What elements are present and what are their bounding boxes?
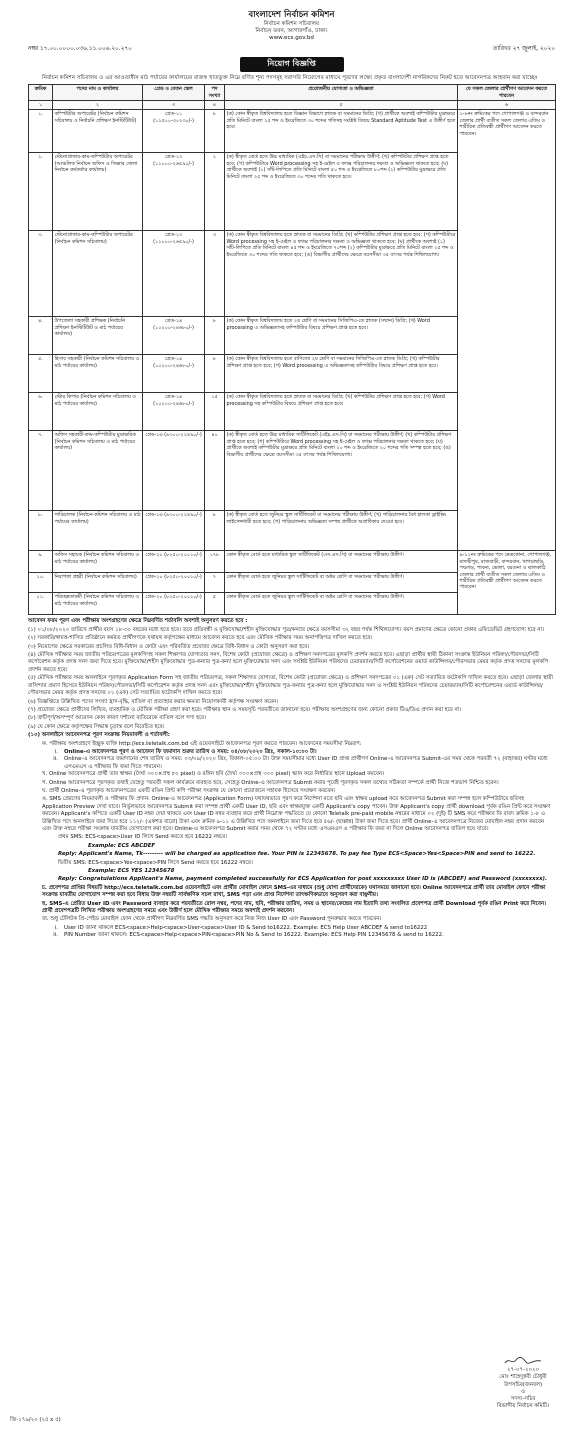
condition-item: (৫) মৌখিক পরীক্ষার সময় অনলাইনে পূরণকৃত Application Form সহ জাতীয় পরিচয়পত্র, সকল শিক্ষাগত যোগ্যতা, বিশেষ কোটা (প্রযোজ্য ক্ষেত্রে) ও প্রশিক্ষণ সনদপত্রের ০১ (এক) সেট সত্যায়িত ফটোকপি দাখিল করতে হবে। এছাড়া জেলার স্থায়ী বাসিন্দার প্রমাণ হিসেবে ইউনিয়ন পরিষদ/পৌরসভা/সিটি কর্পোরেশন কর্তৃক প্রদত্ত সনদ এবং মুক্তিযোদ্ধা/শহীদ মুক্তিযোদ্ধার পুত্র-কন্যার পুত্র-কন্যা হলে মুক্তিযোদ্ধার সনদ ও সংশ্লিষ্ট ইউনিয়ন পরিষদের চেয়ারম্যান/সিটি কর্পোরেশনের ওয়ার্ড কাউন্সিলর/পৌরসভার মেয়র কর্তৃক প্রদত্ত সনদের ০১ (এক) সেট সত্যায়িত ফটোকপি দাখিল করতে হবে।: [28, 675, 553, 697]
row-count: ৩: [205, 231, 225, 317]
row-serial: ৭.: [29, 431, 53, 511]
row-qualification: (ক) কোন স্বীকৃত বিশ্ববিদ্যালয় হতে স্নাতক বা সমমানের ডিগ্রি; (খ) কম্পিউটার প্রশিক্ষণ প্রাপ্ত হতে হবে; (গ) কম্পিউটারে Word processing সহ ই-মেইল ও ফ্যাক্স পরিচালনার দক্ষতা ও অভিজ্ঞতা থাকতে হবে; (ঘ) প্রার্থীকে অবশ্যই (১) সাঁট-লিপিতে প্রতি মিনিটে বাংলা ৪৫ শব্দ ও ইংরেজিতে ৭০শব্দ (২) কম্পিউটার মুদ্রাক্ষরে প্রতি মিনিটে বাংলা ২৫ শব্দ ও ইংরেজিতে ৩০ শব্দের গতি থাকতে হবে; (ঙ) বিভাগীয় প্রার্থীদের ক্ষেত্রে বয়সসীমা ৩৫ বৎসর পর্যন্ত শিথিলযোগ্য।: [225, 231, 458, 317]
condition-item: (৮) ত্রুটিপূর্ণ/অসম্পূর্ণ আবেদন কোন কারণ দর্শানো ব্যতিরেকে বাতিল বলে গণ্য হবে।: [28, 715, 207, 722]
row-count: ৮: [205, 511, 225, 551]
condition-item: (৯) যে কোন ক্ষেত্রে কর্তৃপক্ষের সিদ্ধান্ত চূড়ান্ত বলে বিবেচিত হবে।: [28, 723, 165, 730]
row-post: পরিচ্ছন্নতাকর্মী (নির্বাচন কমিশন সচিবালয় ও মাঠ পর্যায়ের কার্যালয়): [53, 593, 143, 615]
col-number: ১: [29, 101, 53, 110]
rule-gha: ঘ. প্রার্থী Online-এ পূরণকৃত আবেদনপত্রের একটি রঙিন প্রিন্ট কপি পরীক্ষা সংক্রান্ত যে কোনো প্রয়োজনে সহায়ক হিসেবে সংরক্ষণ করবেন।: [42, 787, 336, 794]
row-post: কম্পিউটার অপারেটর (নির্বাচন কমিশন সচিবালয় ও নির্বাচনি প্রশিক্ষণ ইনস্টিটিউট): [53, 110, 143, 153]
col-header-serial: ক্রমিক: [29, 85, 53, 101]
sms-first: প্রথম SMS: ECS<space>User ID লিখে Send করতে হবে 16222 নম্বরে।: [58, 834, 228, 841]
districts-note-1: ১-৮নং ক্রমিকের পদে গোপালগঞ্জ ও বান্দরবান জেলার প্রার্থী ব্যতীত সকল জেলার এতিম ও শারীরিক প্রতিবন্ধী প্রার্থীগণ আবেদন করতে পারবেন।: [458, 110, 556, 551]
col-number: ২: [53, 101, 143, 110]
row-grade: গ্রেড-১৪ (১০২০০-২৪৬৮০/-): [143, 355, 205, 393]
row-grade: গ্রেড-১১ (১২৫০০-৩০২৩০/-): [143, 110, 205, 153]
row-grade: গ্রেড-১৩ (১১০০০-২৬৫৯০/-): [143, 231, 205, 317]
row-qualification: (ক) স্বীকৃত বোর্ড হতে জুনিয়র স্কুল সার্টিফিকেট বা সমমানের পরীক্ষায় উত্তীর্ণ; (খ) গাড়িচালনার বৈধ হালকা ড্রাইভিং লাইসেন্সধারী হতে হবে; (গ) গাড়িচালনায় অভিজ্ঞতা সম্পন্ন প্রার্থীকে অগ্রাধিকার দেওয়া হবে।: [225, 511, 458, 551]
condition-item: (১) ০১/০৮/২০২০ তারিখে প্রার্থীর বয়স ১৮-৩০ বছরের মধ্যে হতে হবে। তবে প্রতিবন্ধী ও মুক্তিযোদ্ধা/শহীদ মুক্তিযোদ্ধার পুত্র/কন্যার ক্ষেত্রে বয়সসীমা ৩২ বছর পর্যন্ত শিথিলযোগ্য। বয়স প্রমাণের ক্ষেত্রে কোনো প্রকার এফিডেভিট গ্রহণযোগ্য হবে না।: [28, 626, 545, 633]
condition-item: (৬) বিজ্ঞপ্তিতে উল্লিখিত পদের সংখ্যা হ্রাস-বৃদ্ধি, বাতিল বা প্রত্যাহার করার ক্ষমতা নিয়োগকারী কর্তৃপক্ষ সংরক্ষণ করেন।: [28, 698, 279, 705]
row-post: গাড়িচালক (নির্বাচন কমিশন সচিবালয় ও মাঠ পর্যায়ের কার্যালয়): [53, 511, 143, 551]
recover-pin: ii. PIN Number জানা থাকলে: ECS<space>Help<space>PIN<space>PIN No & Send to 16222. Example: ECS Help PIN 12345678 & send to 16222.: [53, 932, 444, 939]
letterhead: [28, 10, 555, 42]
rule-ka: ক. পরীক্ষায় অংশগ্রহণে ইচ্ছুক ব্যক্তি http://ecs.teletalk.com.bd এই ওয়েবসাইটে আবেদনপত্র পূরণ করতে পারবেন। আবেদনের সময়সীমা নিম্নরূপ:: [42, 740, 362, 747]
signatory-role: সদস্য-সচিব: [510, 1396, 536, 1403]
table-header-row: [29, 85, 556, 101]
row-post: স্টেনোগ্রাফার-কাম-কম্পিউটার অপারেটর (আঞ্চলিক নির্বাচন অফিস ও জিল্লার জেলা নির্বাচন কর্মকর্তার কার্যালয়): [53, 153, 143, 231]
table-row: [29, 110, 556, 153]
rule-chha: ছ. SMS-এ প্রেরিত User ID এবং Password ব্যবহার করে পরবর্তীতে রোল নম্বর, পদের নাম, ছবি, পরীক্ষার তারিখ, সময় ও স্থানের/কেন্দ্রের নাম ইত্যাদি তথ্য সংবলিত প্রবেশপত্র প্রার্থী Download পূর্বক রঙিন Print করে নিবেন। প্রার্থী প্রবেশপত্রটি লিখিত পরীক্ষায় অংশগ্রহণের সময়ে এবং উত্তীর্ণ হলে মৌখিক পরীক্ষার সময়ে অবশ্যই প্রদর্শন করবেন।: [42, 900, 546, 915]
row-grade: গ্রেড-১৬ (৯৩০০-২২৪৯০/-): [143, 431, 205, 511]
row-serial: ১০.: [29, 573, 53, 593]
row-count: ৮: [205, 317, 225, 355]
row-grade: গ্রেড-১৪ (১০২০০-২৪৬৮০/-): [143, 317, 205, 355]
row-post: অফিস সহকারী-কাম-কম্পিউটার মুদ্রাক্ষরিক (নির্বাচন কমিশন সচিবালয় ও মাঠ পর্যায়ের কার্যালয়): [53, 431, 143, 511]
rule-kha: খ. Online আবেদনপত্রে প্রার্থী তার স্বাক্ষর (দৈর্ঘ্য ৩০০×প্রস্থ ৮০ pixel) ও রঙ্গিন ছবি (দৈর্ঘ্য ৩০০×প্রস্থ ৩০০ pixel) স্ক্যান করে নির্ধারিত স্থানে Upload করবেন।: [42, 771, 385, 778]
row-serial: ৩.: [29, 231, 53, 317]
row-serial: ৪.: [29, 317, 53, 355]
row-serial: ১১.: [29, 593, 53, 615]
condition-item: (২) সরকারি/স্বায়ত্ত-শাসিত প্রতিষ্ঠানে কর্মরত প্রার্থীগণকে যথাযথ কর্তৃপক্ষের মাধ্যমে আবেদন করতে হবে এবং মৌখিক পরীক্ষার সময় অনাপত্তিপত্র দাখিল করতে হবে।: [28, 635, 373, 642]
memo-date: তারিখঃ ২৭ জুলাই, ২০২০: [493, 45, 555, 52]
row-post: অফিস সহায়ক (নির্বাচন কমিশন সচিবালয় ও মাঠ পর্যায়ের কার্যালয়): [53, 551, 143, 573]
rule-ja: জ. শুধু টেলিটক প্রি-পেইড মোবাইল ফোন থেকে প্রার্থীগণ নিম্নবর্ণিত SMS পদ্ধতি অনুসরণ করে নিজ নিজ User ID এবং Password পুনরুদ্ধার করতে পারবেন।: [42, 916, 382, 923]
vacancy-table: [28, 84, 556, 615]
rule-ga: গ. Online আবেদনপত্রে পূরণকৃত তথ্যই যেহেতু পরবর্তী সকল কার্যক্রমে ব্যবহৃত হবে, সেহেতু Online-এ আবেদনপত্র Submit করার পূর্বেই পূরণকৃত সকল তথ্যের সঠিকতা সম্পর্কে প্রার্থী নিজে শতভাগ নিশ্চিত হবেন।: [42, 779, 499, 786]
condition-item: (৩) নিয়োগের ক্ষেত্রে সরকারের প্রচলিত বিধি-বিধান ও কোটা এবং পরিবর্তিত প্রযোজ্য ক্ষেত্রে বিধি-বিধান ও কোটা অনুসরণ করা হবে।: [28, 643, 310, 650]
row-serial: ৮.: [29, 511, 53, 551]
row-qualification: কোন স্বীকৃত বোর্ড হতে জুনিয়র স্কুল সার্টিফিকেট বা অষ্টম শ্রেণি বা সমমানের পরীক্ষায় উত্তীর্ণ।: [225, 573, 458, 593]
table-row: [29, 551, 556, 573]
row-qualification: (ক) স্বীকৃত বোর্ড হতে উচ্চ মাধ্যমিক (এইচ.এস.সি) বা সমমানের পরীক্ষায় উত্তীর্ণ; (খ) কম্পিউটার প্রশিক্ষণ প্রাপ্ত হতে হবে; (গ) কম্পিউটারে Word processing সহ ই-মেইল ও ফ্যাক্স পরিচালনার দক্ষতা ও অভিজ্ঞতা থাকতে হবে; (ঘ) প্রার্থীকে অবশ্যই (১) সাঁট-লিপিতে প্রতি মিনিটে বাংলা ৫০ শব্দ ও ইংরেজিতে ৮০শব্দ (২) কম্পিউটার মুদ্রাক্ষরে প্রতি মিনিটে বাংলা ২৫ শব্দ ও ইংরেজিতে ৩০ শব্দের গতি থাকতে হবে।: [225, 153, 458, 231]
row-qualification: কোন স্বীকৃত বোর্ড হতে জুনিয়র স্কুল সার্টিফিকেট বা অষ্টম শ্রেণি বা সমমানের পরীক্ষায় উত্তীর্ণ।: [225, 593, 458, 615]
col-number: ৩: [143, 101, 205, 110]
row-serial: ৯.: [29, 551, 53, 573]
sms-second-reply: Reply: Congratulations Applicant's Name, payment completed successfully for ECS Application for post xxxxxxxxx User ID is (ABCDEF) and Password (xxxxxxxx).: [58, 876, 548, 883]
row-grade: গ্রেড-১৩ (১১০০০-২৬৫৯০/-): [143, 153, 205, 231]
row-post: উপজেলা সহকারী প্রশিক্ষক (নির্বাচনি প্রশিক্ষণ ইনস্টিটিউট ও মাঠ পর্যায়ের কার্যালয়): [53, 317, 143, 355]
deadline-end: ii. Online-এ আবেদনপত্র জমাদানের শেষ তারিখ ও সময়: ০৩/০৯/২০২০ খ্রিঃ, বিকাল-০৫:০০ টা। উক্ত সময়সীমার মধ্যে User ID প্রাপ্ত প্রার্থীগণ Online-এ আবেদনপত্র Submit-এর সময় থেকে পরবর্তী ৭২ (বাহাত্তর) ঘণ্টার মধ্যে এসএমএস এ পরীক্ষার ফি জমা দিতে পারবেন।: [53, 756, 548, 770]
row-qualification: (ক) কোন স্বীকৃত বিশ্ববিদ্যালয় হতে বিজ্ঞান বিভাগে স্নাতক বা সমমানের ডিগ্রি; (খ) প্রার্থীকে অবশ্যই কম্পিউটার মুদ্রাক্ষরে প্রতি মিনিটে বাংলা ২৫ শব্দ ও ইংরেজিতে ৩০ শব্দের গতিসহ সংশ্লিষ্ট বিষয়ে Standard Aptitude Test এ উত্তীর্ণ হতে হবে।: [225, 110, 458, 153]
row-post: স্টেনোগ্রাফার-কাম-কম্পিউটার অপারেটর (নির্বাচন কমিশন সচিবালয়): [53, 231, 143, 317]
rule-cha: চ. প্রবেশপত্র প্রাপ্তির বিষয়টি http://ecs.teletalk.com.bd ওয়েবসাইটে এবং প্রার্থীর মোবাইল ফোনে SMS-এর মাধ্যমে (শুধু যোগ্য প্রার্থীদেরকে) যথাসময়ে জানানো হবে। Online আবেদনপত্রে প্রার্থী তার মোবাইল ফোনে পরীক্ষা সংক্রান্ত যাবতীয় যোগাযোগ সম্পন্ন করা হবে বিধায় উক্ত নম্বরটি সার্বক্ষণিক সচল রাখা, SMS পড়া এবং প্রাপ্ত নির্দেশনা তাৎক্ষণিকভাবে অনুসরণ করা বাঞ্ছনীয়।: [42, 884, 546, 899]
intro-paragraph: নির্বাচন কমিশন সচিবালয় ও এর আওতাধীন মাঠ পর্যায়ের কার্যালয়ের রাজস্ব খাতভুক্ত নিম্নে বর্ণিত শূন্য পদসমূহ সরাসরি নিয়োগের মাধ্যমে পূরণের লক্ষ্যে প্রকৃত বাংলাদেশী নাগরিকদের নিকট হতে আবেদনপত্র আহবান করা যাচ্ছেঃ: [42, 74, 538, 81]
row-qualification: (ক) কোন স্বীকৃত বিশ্ববিদ্যালয় হতে বাণিজ্যে ২য় শ্রেণি বা সমমানের সিজিপিএ-তে স্নাতক ডিগ্রি; (খ) কম্পিউটার প্রশিক্ষণ প্রাপ্ত হতে হবে; (গ) Word processing এ অভিজ্ঞতাসহ কম্পিউটার বিষয়ে প্রশিক্ষণ প্রাপ্ত হতে হবে।: [225, 355, 458, 393]
row-qualification: (ক) স্বীকৃত বোর্ড হতে উচ্চ মাধ্যমিক সার্টিফিকেট (এইচ.এস.সি) বা সমমানের পরীক্ষায় উত্তীর্ণ; (খ) কম্পিউটার প্রশিক্ষণ প্রাপ্ত হতে হবে; (গ) কম্পিউটারে Word processing সহ ই-মেইল ও ফ্যাক্স পরিচালনার দক্ষতা থাকতে হবে; (ঘ) প্রার্থীকে অবশ্যই কম্পিউটার মুদ্রাক্ষরে প্রতি মিনিটে বাংলা ২০ শব্দ ও ইংরেজিতে ২০ শব্দের গতি সম্পন্ন হতে হবে; (ঙ) বিভাগীয় প্রার্থীদের ক্ষেত্রে বয়সসীমা ৩৫ বৎসর পর্যন্ত শিথিলযোগ্য।: [225, 431, 458, 511]
row-serial: ২.: [29, 153, 53, 231]
reference-row: [28, 46, 555, 54]
row-count: ৭: [205, 573, 225, 593]
row-qualification: কোন স্বীকৃত বোর্ড হতে মাধ্যমিক স্কুল সার্টিফিকেট (এস.এস.সি) বা সমমানের পরীক্ষায় উত্তীর্ণ।: [225, 551, 458, 573]
condition-item: (৭) প্রযোজ্য ক্ষেত্রে প্রার্থীদের লিখিত, ব্যবহারিক ও মৌখিক পরীক্ষা গ্রহণ করা হবে। পরীক্ষার স্থান ও সময়সূচি পরবর্তীতে জানানো হবে। পরীক্ষায় অংশগ্রহণের জন্য কোনো প্রকার টিএ/ডিএ প্রদান করা হবে না।: [28, 706, 462, 713]
row-count: ৫: [205, 593, 225, 615]
row-serial: ৬.: [29, 393, 53, 431]
recover-user-id: i. User ID জানা থাকলে ECS<space>Help<space>User<space>User ID & Send to16222. Example: ECS Help User ABCDEF & send to16222: [54, 924, 428, 931]
signature-block: [497, 1356, 549, 1411]
row-count: ১৭৮: [205, 551, 225, 573]
row-count: ৮: [205, 110, 225, 153]
row-qualification: (ক) কোন স্বীকৃত বিশ্ববিদ্যালয় হতে স্নাতক বা সমমানের ডিগ্রি; (খ) কম্পিউটার প্রশিক্ষণ প্রাপ্ত হতে হবে; (গ) Word processing সহ কম্পিউটার বিষয়ে প্রশিক্ষণ প্রাপ্ত হতে হবে।: [225, 393, 458, 431]
signature-icon: [503, 1356, 543, 1366]
condition-item: (৪) মৌখিক পরীক্ষার সময় জাতীয় পরিচয়পত্রের মূলকপিসহ সকল শিক্ষাগত যোগ্যতার সনদ, বিশেষ কোটা (প্রযোজ্য ক্ষেত্রে) ও প্রশিক্ষণ সনদপত্রের মূলকপি প্রদর্শন করতে হবে। এছাড়া প্রার্থীর স্থায়ী ঠিকানা সংক্রান্ত ইউনিয়ন পরিষদ/পৌরসভা/সিটি কর্পোরেশন কর্তৃক প্রদত্ত সনদ জমা দিতে হবে। মুক্তিযোদ্ধা/শহীদ মুক্তিযোদ্ধার পুত্র-কন্যার পুত্র-কন্যা হলে মুক্তিযোদ্ধার সনদ এবং সংশ্লিষ্ট ইউনিয়ন পরিষদের চেয়ারম্যান/সিটি কর্পোরেশনের ওয়ার্ড কাউন্সিলর/পৌরসভার মেয়র কর্তৃক প্রদত্ত সনদের মূলকপি প্রদর্শন করতে হবে।: [28, 652, 549, 673]
row-grade: গ্রেড-২০ (৮২৫০-২০০১০/-): [143, 573, 205, 593]
signatory-name: মোঃ শাহেদুন্নবী চৌধুরী: [499, 1374, 547, 1381]
col-header-districts: যে সকল জেলার প্রার্থীগণ আবেদন করতে পারবেন: [458, 85, 556, 101]
row-post: স্টোর কিপার (নির্বাচন কমিশন সচিবালয় ও মাঠ পর্যায়ের কার্যালয়): [53, 393, 143, 431]
sms-second-example: Example: ECS YES 12345678: [88, 868, 175, 875]
row-post: নিরাপত্তা প্রহরী (নির্বাচন কমিশন সচিবালয়): [53, 573, 143, 593]
signatory-and: ও: [521, 1388, 525, 1395]
row-grade: গ্রেড-২০ (৮২৫০-২০০১০/-): [143, 593, 205, 615]
col-header-grade: গ্রেড ও বেতন স্কেল: [143, 85, 205, 101]
org-name: বাংলাদেশ নির্বাচন কমিশন: [248, 10, 335, 20]
column-number-row: [29, 101, 556, 110]
memo-number: নম্বর ১৭.০০.০০০০.০৩৬.১১.০০৬.২০.২৭০: [28, 45, 132, 52]
row-serial: ১.: [29, 110, 53, 153]
online-rules-heading: (১০) অনলাইনে আবেদনপত্র পূরণ সংক্রান্ত নিয়মাবলী ও শর্তাবলী:: [28, 732, 170, 739]
row-count: ১৫: [205, 393, 225, 431]
row-grade: গ্রেড-১৪ (১০২০০-২৪৬৮০/-): [143, 393, 205, 431]
col-number: ৬: [458, 101, 556, 110]
signatory-committee: বিভাগীয় নির্বাচন কমিটি।: [497, 1403, 549, 1410]
signature-date: ২৭-০৭-২০২০: [507, 1367, 539, 1373]
print-code: জি-১৭৯/২০ (২৫ x ৫): [10, 1417, 61, 1423]
sms-first-example: Example: ECS ABCDEF: [88, 842, 156, 849]
col-header-qualification: প্রয়োজনীয় যোগ্যতা ও অভিজ্ঞতা: [225, 85, 458, 101]
row-grade: গ্রেড-১৬ (৯৩০০-২২৪৯০/-): [143, 511, 205, 551]
sms-second: দ্বিতীয় SMS: ECS<space>Yes<space>PIN লিখে Send করতে হবে 16222 নম্বরে।: [58, 859, 253, 866]
row-post: হিসাব সহকারী (নির্বাচন কমিশন সচিবালয় ও মাঠ পর্যায়ের কার্যালয়): [53, 355, 143, 393]
sms-first-reply: Reply: Applicant's Name, Tk--------- will be charged as application fee. Your PIN is 12345678. To pay fee Type ECS<Space>Yes<Space>PIN and send to 16222.: [58, 851, 536, 858]
org-website[interactable]: www.ecs.gov.bd: [269, 34, 314, 41]
conditions-section: [28, 618, 555, 939]
col-number: ৪: [205, 101, 225, 110]
row-count: ৮: [205, 355, 225, 393]
districts-note-2: ৯-১১নং ক্রমিকের পদে নেত্রকোনা, গোপালগঞ্জ, মাদারীপুর, রাজবাড়ী, বান্দরবান, খাগড়াছড়ি, পঞ্চগড়, পাবনা, ভোলা, বরগুনা ও ঝালকাঠি জেলার প্রার্থী ব্যতীত সকল জেলার এতিম ও শারীরিক প্রতিবন্ধী প্রার্থীগণ আবেদন করতে পারবেন।: [458, 551, 556, 615]
row-qualification: (ক) কোন স্বীকৃত বিশ্ববিদ্যালয় হতে ২য় শ্রেণি বা সমমানের সিজিপিএ-তে স্নাতক (সম্মান) ডিগ্রি; (খ) Word processing এ অভিজ্ঞতাসহ কম্পিউটার বিষয়ে প্রশিক্ষণ প্রাপ্ত হতে হবে।: [225, 317, 458, 355]
org-sub: নির্বাচন কমিশন সচিবালয়: [263, 20, 320, 27]
row-count: ৪০: [205, 431, 225, 511]
rule-uo: ঙ. SMS প্রেরণের নিয়মাবলী ও পরীক্ষার ফি প্রদান: Online-এ আবেদনপত্র (Application Form) যথাযথভাবে পূরণ করে নির্দেশনা মতে ছবি এবং স্বাক্ষর upload করে আবেদনপত্র Submit করা সম্পন্ন হলে কম্পিউটারে ছবিসহ Application Preview দেখা যাবে। নির্ভুলভাবে আবেদনপত্র Submit করা সম্পন্ন প্রার্থী একটি User ID, ছবি এবং স্বাক্ষরযুক্ত একটি Applicant's copy পাবেন। উক্ত Applicant's copy প্রার্থী download পূর্বক রঙিন প্রিন্ট করে সংরক্ষণ করবেন। Applicant's কপিতে একটি User ID নম্বর দেয়া থাকবে এবং User ID নম্বর ব্যবহার করে প্রার্থী নিম্নোক্ত পদ্ধতিতে যে কোনো Teletalk pre-paid mobile নম্বরের মাধ্যমে ০২ (দুই) টি SMS করে পরীক্ষার ফি বাবদ ক্রমিক ১-৮ এ উল্লিখিত পদে অনলাইনে জমা দিতে হবে ১১২/- (একশত বারো) টাকা এবং ক্রমিক ৯-১১ এ উল্লিখিত পদে অনলাইনে জমা দিতে হবে ৫৬/- (ছাপ্পান্ন) টাকা জমা দিতে হবে। প্রার্থী Online-এ আবেদনপত্রে নিজের মোবাইল নম্বর প্রদান করবেন এবং উক্ত নম্বরে পরীক্ষা সংক্রান্ত যাবতীয় যোগাযোগ করা হবে। Online-এ আবেদনপত্র Submit করার সময় থেকে ৭২ ঘণ্টার মধ্যে এসএমএস এ পরীক্ষার ফি জমা না দিলে Online আবেদনপত্র বাতিল হয়ে যাবে।: [42, 796, 551, 832]
col-header-count: পদ সংখ্যা: [205, 85, 225, 101]
row-grade: গ্রেড-২০ (৮২৫০-২০০১০/-): [143, 551, 205, 573]
row-serial: ৫.: [29, 355, 53, 393]
org-address: নির্বাচন ভবন, আগারগাঁও, ঢাকা।: [255, 27, 328, 34]
row-count: ২: [205, 153, 225, 231]
deadline-start: i. Online-এ আবেদনপত্র পূরণ ও আবেদন ফি জমাদান শুরুর তারিখ ও সময়: ০৪/০৮/২০২০ খ্রিঃ, সকাল-১০:০০ টা।: [54, 748, 317, 755]
notice-title: নিয়োগ বিজ্ঞপ্তি: [240, 57, 344, 72]
col-header-post: পদের নাম ও কার্যালয়: [53, 85, 143, 101]
signatory-title: উপসচিব(জনবল): [503, 1381, 543, 1388]
conditions-lead: আবেদন ফরম পূরণ এবং পরীক্ষায় অংশগ্রহণের ক্ষেত্রে নিম্নবর্ণিত শর্তাবলি অবশ্যই অনুসরণ করতে হবে :: [28, 618, 248, 625]
col-number: ৫: [225, 101, 458, 110]
